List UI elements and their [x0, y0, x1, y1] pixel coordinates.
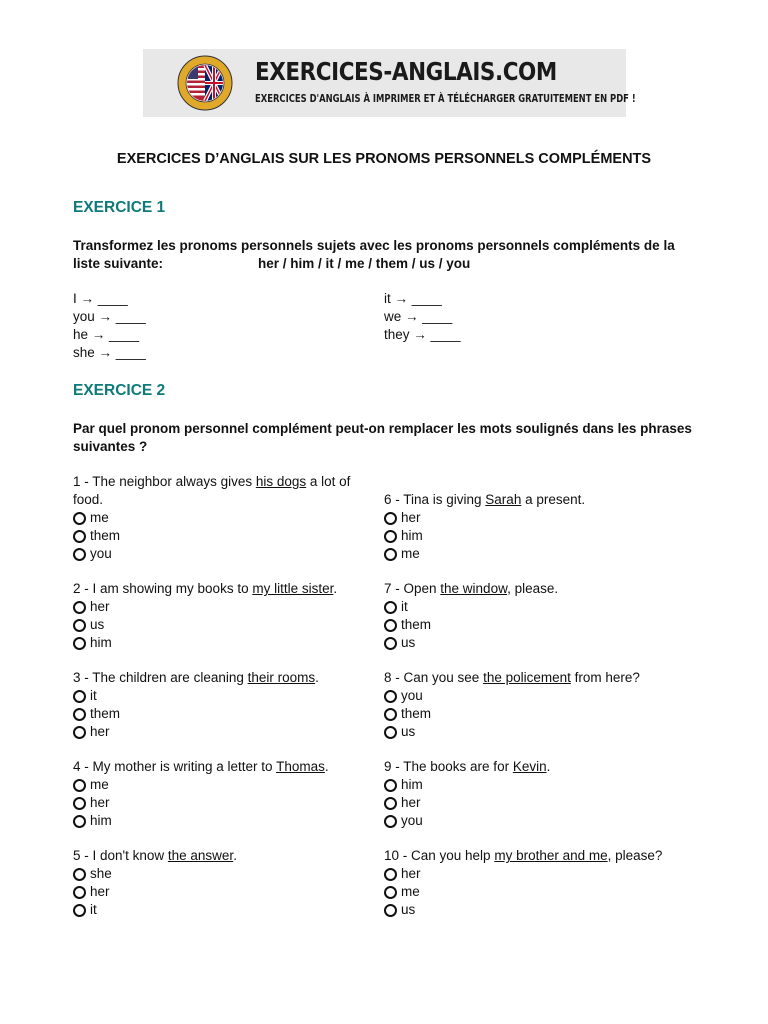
answer-option[interactable]: [73, 901, 373, 919]
underlined-words: Kevin: [512, 759, 547, 774]
question-text-end: a present.: [521, 492, 586, 507]
radio-circle-icon[interactable]: [384, 637, 397, 650]
question-text-end: .: [315, 670, 319, 685]
answer-option[interactable]: [73, 883, 373, 901]
radio-circle-icon[interactable]: [384, 779, 397, 792]
radio-circle-icon[interactable]: [73, 815, 86, 828]
question-8: [384, 669, 684, 741]
answer-option[interactable]: [73, 616, 373, 634]
answer-option-label: her: [90, 884, 110, 899]
question-text-start: 1 - The neighbor always gives: [73, 474, 256, 489]
question-text: [384, 758, 684, 776]
flag-logo-icon: [177, 55, 233, 111]
exercise-1-title: EXERCICE 1: [73, 199, 166, 216]
blank-item[interactable]: we → ____: [384, 309, 453, 324]
question-text-start: 2 - I am showing my books to: [73, 581, 253, 596]
underlined-words: my brother and me: [494, 848, 608, 863]
radio-circle-icon[interactable]: [384, 690, 397, 703]
radio-circle-icon[interactable]: [73, 619, 86, 632]
question-text: [384, 669, 684, 687]
radio-circle-icon[interactable]: [73, 868, 86, 881]
radio-circle-icon[interactable]: [73, 690, 86, 703]
question-text-start: 8 - Can you see: [384, 670, 484, 685]
answer-option[interactable]: [384, 598, 684, 616]
answer-option[interactable]: [73, 776, 373, 794]
radio-circle-icon[interactable]: [73, 708, 86, 721]
answer-option[interactable]: [73, 687, 373, 705]
answer-option-label: us: [401, 635, 416, 650]
answer-option-label: her: [401, 510, 421, 525]
exercise-1-left-column: [73, 290, 146, 362]
question-text: [384, 580, 684, 598]
answer-option-label: her: [90, 795, 110, 810]
question-5: [73, 847, 373, 919]
exercise-2-title: EXERCICE 2: [73, 382, 166, 399]
question-6: [384, 491, 684, 563]
radio-circle-icon[interactable]: [384, 726, 397, 739]
answer-option-label: her: [401, 866, 421, 881]
answer-option-label: them: [90, 706, 121, 721]
blank-item[interactable]: you → ____: [73, 309, 146, 324]
blank-item[interactable]: he → ____: [73, 327, 140, 342]
answer-option-label: her: [401, 795, 421, 810]
underlined-words: the policement: [483, 670, 571, 685]
question-text-end: a lot of food.: [73, 474, 351, 507]
question-text-start: 3 - The children are cleaning: [73, 670, 248, 685]
radio-circle-icon[interactable]: [384, 797, 397, 810]
underlined-words: Thomas: [276, 759, 325, 774]
answer-option[interactable]: [384, 616, 684, 634]
answer-option-label: me: [90, 510, 109, 525]
question-text: [73, 847, 373, 865]
radio-circle-icon[interactable]: [73, 637, 86, 650]
question-3: [73, 669, 373, 741]
radio-circle-icon[interactable]: [384, 708, 397, 721]
question-2: [73, 580, 373, 652]
underlined-words: Sarah: [485, 492, 522, 507]
exercise-1-instruction: [73, 237, 703, 273]
question-text-end: from here?: [570, 670, 640, 685]
question-text-start: 10 - Can you help: [384, 848, 495, 863]
answer-option-label: them: [401, 706, 432, 721]
answer-option[interactable]: [384, 527, 684, 545]
answer-option-label: me: [401, 884, 420, 899]
radio-circle-icon[interactable]: [73, 726, 86, 739]
radio-circle-icon[interactable]: [384, 868, 397, 881]
radio-circle-icon[interactable]: [73, 530, 86, 543]
radio-circle-icon[interactable]: [73, 779, 86, 792]
answer-option[interactable]: [73, 723, 373, 741]
underlined-words: their rooms: [247, 670, 316, 685]
answer-option-label: him: [401, 528, 423, 543]
answer-option[interactable]: [73, 634, 373, 652]
radio-circle-icon[interactable]: [384, 548, 397, 561]
radio-circle-icon[interactable]: [384, 619, 397, 632]
question-text: [73, 758, 373, 776]
answer-option-label: her: [90, 724, 110, 739]
radio-circle-icon[interactable]: [73, 601, 86, 614]
question-text-end: .: [233, 848, 237, 863]
answer-option-label: him: [90, 813, 112, 828]
answer-option-label: me: [90, 777, 109, 792]
blank-item[interactable]: I → ____: [73, 291, 128, 306]
radio-circle-icon[interactable]: [384, 512, 397, 525]
underlined-words: his dogs: [255, 474, 307, 489]
question-text: [384, 847, 684, 865]
underlined-words: the answer: [167, 848, 234, 863]
answer-option-label: you: [401, 688, 423, 703]
answer-option-label: him: [90, 635, 112, 650]
answer-option[interactable]: [73, 794, 373, 812]
question-text-end: , please?: [607, 848, 663, 863]
answer-option-label: it: [90, 902, 97, 917]
answer-option[interactable]: [73, 509, 373, 527]
radio-circle-icon[interactable]: [73, 548, 86, 561]
radio-circle-icon[interactable]: [384, 601, 397, 614]
question-text-end: , please.: [507, 581, 559, 596]
question-7: [384, 580, 684, 652]
blank-item[interactable]: they → ____: [384, 327, 461, 342]
question-10: [384, 847, 684, 919]
answer-option[interactable]: [384, 776, 684, 794]
question-text-end: .: [324, 759, 329, 774]
answer-option-label: him: [401, 777, 423, 792]
radio-circle-icon[interactable]: [384, 904, 397, 917]
answer-option[interactable]: [384, 901, 684, 919]
brand-tagline: EXERCICES D'ANGLAIS À IMPRIMER ET À TÉLÉCHARGER GRATUITEMENT EN PDF !: [255, 93, 636, 105]
answer-option-label: you: [90, 546, 112, 561]
question-text-start: 7 - Open: [384, 581, 441, 596]
radio-circle-icon[interactable]: [384, 530, 397, 543]
answer-option-label: them: [90, 528, 121, 543]
answer-option[interactable]: [73, 812, 373, 830]
answer-option-label: you: [401, 813, 423, 828]
answer-option[interactable]: [384, 545, 684, 563]
pronoun-list: her / him / it / me / them / us / you: [258, 256, 471, 271]
answer-option[interactable]: [384, 794, 684, 812]
radio-circle-icon[interactable]: [73, 886, 86, 899]
underlined-words: my little sister: [252, 581, 334, 596]
answer-option-label: she: [90, 866, 112, 881]
question-text-start: 5 - I don't know: [73, 848, 168, 863]
answer-option[interactable]: [73, 545, 373, 563]
answer-option[interactable]: [384, 723, 684, 741]
answer-option-label: me: [401, 546, 420, 561]
radio-circle-icon[interactable]: [384, 886, 397, 899]
header-banner: [143, 49, 636, 117]
question-4: [73, 758, 373, 830]
answer-option[interactable]: [73, 527, 373, 545]
answer-option[interactable]: [384, 509, 684, 527]
question-text-end: .: [333, 581, 338, 596]
answer-option-label: us: [401, 724, 416, 739]
answer-option-label: them: [401, 617, 432, 632]
answer-option[interactable]: [384, 634, 684, 652]
question-9: [384, 758, 684, 830]
answer-option-label: her: [90, 599, 110, 614]
answer-option[interactable]: [384, 705, 684, 723]
answer-option[interactable]: [384, 865, 684, 883]
page-title: EXERCICES D’ANGLAIS SUR LES PRONOMS PERSONNELS COMPLÉMENTS: [116, 151, 652, 167]
answer-option-label: us: [90, 617, 105, 632]
answer-option[interactable]: [384, 812, 684, 830]
exercise-2-instruction: Par quel pronom personnel complément peut-on remplacer les mots soulignés dans les phrases suivantes ?: [73, 421, 692, 454]
question-text: [73, 473, 373, 509]
exercise-1-instruction-text: Transformez les pronoms personnels sujets avec les pronoms personnels compléments de la liste suivante:: [73, 238, 675, 271]
blank-item[interactable]: she → ____: [73, 345, 146, 360]
question-text-start: 6 - Tina is giving: [384, 492, 486, 507]
radio-circle-icon[interactable]: [73, 904, 86, 917]
question-text: [384, 491, 684, 509]
answer-option[interactable]: [73, 705, 373, 723]
answer-option[interactable]: [73, 598, 373, 616]
answer-option[interactable]: [384, 883, 684, 901]
answer-option[interactable]: [73, 865, 373, 883]
question-text-start: 4 - My mother is writing a letter to: [73, 759, 277, 774]
radio-circle-icon[interactable]: [384, 815, 397, 828]
radio-circle-icon[interactable]: [73, 797, 86, 810]
answer-option[interactable]: [384, 687, 684, 705]
answer-option-label: it: [90, 688, 97, 703]
brand-name: EXERCICES-ANGLAIS.COM: [255, 57, 557, 86]
radio-circle-icon[interactable]: [73, 512, 86, 525]
exercise-1-right-column: [384, 290, 461, 344]
answer-option-label: us: [401, 902, 416, 917]
question-text-end: .: [546, 759, 551, 774]
question-1: [73, 473, 373, 563]
blank-item[interactable]: it → ____: [384, 291, 442, 306]
question-text: [73, 669, 373, 687]
question-text-start: 9 - The books are for: [384, 759, 513, 774]
underlined-words: the window: [440, 581, 508, 596]
answer-option-label: it: [401, 599, 408, 614]
question-text: [73, 580, 373, 598]
